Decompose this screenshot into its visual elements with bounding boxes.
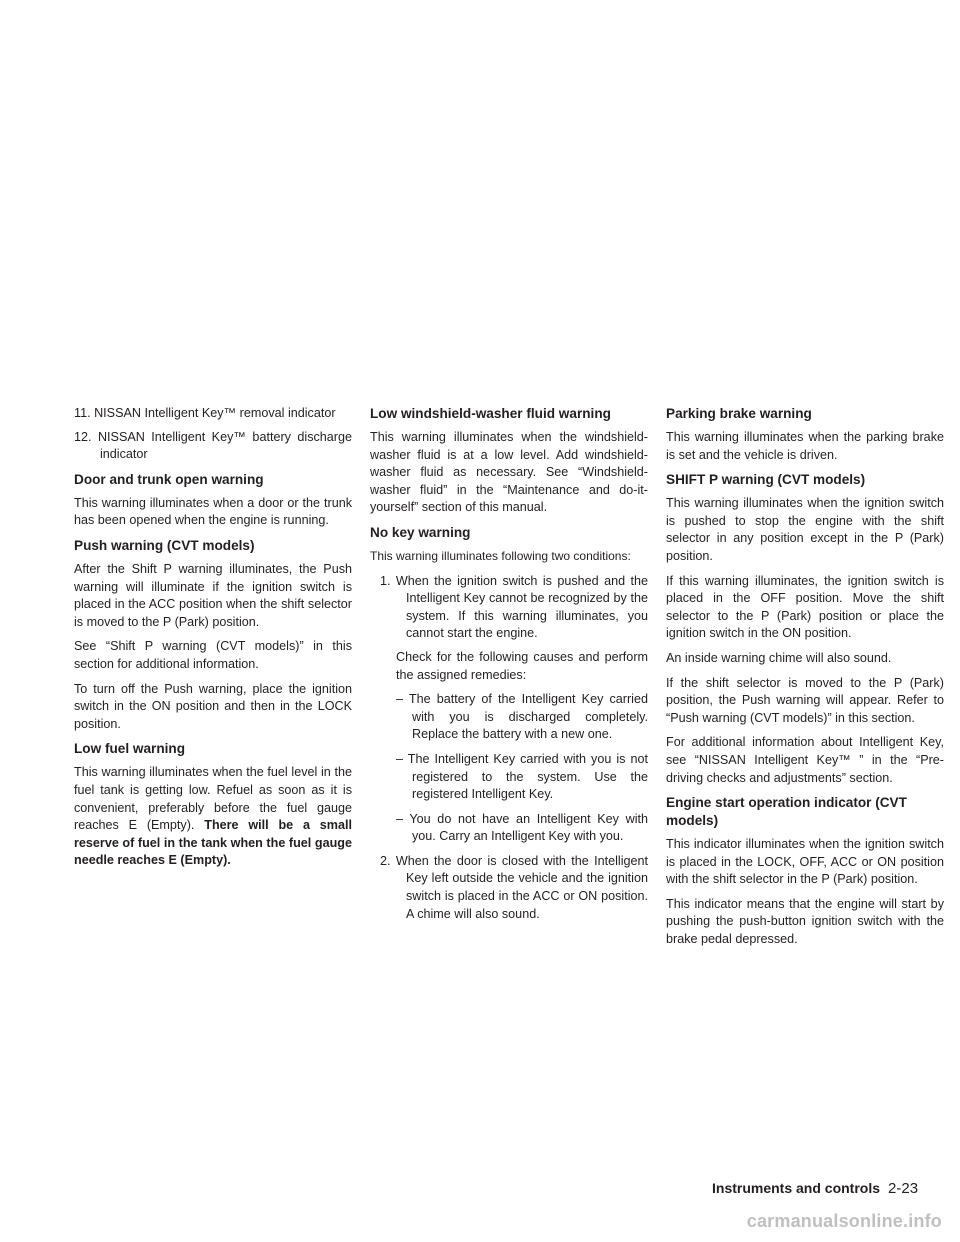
para-low-fuel — [74, 764, 352, 870]
heading-door-trunk: Door and trunk open warning — [74, 471, 264, 487]
para-washer-fluid: This warning illuminates when the windshield-washer fluid is at a low level. Add windshield-washer fluid as necessary. See “Windshield-washer fluid” in the “Maintenance and do-it-yourself” section of this manual. — [370, 430, 648, 515]
para-push-3: To turn off the Push warning, place the ignition switch in the ON position and then in the LOCK position. — [74, 681, 352, 731]
para-engine-start-1: This indicator illuminates when the ignition switch is placed in the LOCK, OFF, ACC or ON position with the shift selector in the P (Park) position. — [666, 837, 944, 887]
heading-shift-p: SHIFT P warning (CVT models) — [666, 472, 866, 488]
column-3 — [666, 405, 944, 956]
dash-item-3: – You do not have an Intelligent Key with you. Carry an Intelligent Key with you. — [396, 811, 648, 844]
column-1 — [74, 405, 352, 877]
column-2 — [370, 405, 648, 929]
list-item-12: 12. NISSAN Intelligent Key™ battery discharge indicator — [74, 429, 352, 462]
heading-low-fuel: Low fuel warning — [74, 741, 186, 757]
heading-parking-brake: Parking brake warning — [666, 406, 812, 421]
para-shift-p-5: For additional information about Intelligent Key, see “NISSAN Intelligent Key™ ” in the “Pre-driving checks and adjustments” section. — [666, 735, 944, 785]
list-item-2: 2. When the door is closed with the Intelligent Key left outside the vehicle and the ignition switch is placed in the ACC or ON position. A chime will also sound. — [380, 853, 648, 921]
heading-engine-start: Engine start operation indicator (CVT models) — [666, 795, 907, 829]
para-door-trunk: This warning illuminates when a door or the trunk has been opened when the engine is running. — [74, 495, 352, 528]
heading-washer-fluid: Low windshield-washer fluid warning — [370, 406, 611, 421]
para-shift-p-4: If the shift selector is moved to the P (Park) position, the Push warning will appear. Refer to “Push warning (CVT models)” in this section. — [666, 675, 944, 725]
para-shift-p-1: This warning illuminates when the ignition switch is pushed to stop the engine with the shift selector in any position except in the P (Park) position. — [666, 496, 944, 563]
para-low-fuel-bold: There will be a small reserve of fuel in the tank when the fuel gauge needle reaches E (Empty). — [74, 818, 353, 868]
para-engine-start-2: This indicator means that the engine will start by pushing the push-button ignition switch with the brake pedal depressed. — [666, 896, 944, 947]
dash-item-2: – The Intelligent Key carried with you is not registered to the system. Use the registered Intelligent Key. — [396, 751, 648, 802]
list-item-1: 1. When the ignition switch is pushed and the Intelligent Key cannot be recognized by the system. If this warning illuminates, you cannot start the engine. — [380, 573, 648, 641]
para-parking-brake: This warning illuminates when the parking brake is set and the vehicle is driven. — [666, 430, 944, 462]
list-item-11: 11. NISSAN Intelligent Key™ removal indicator — [74, 406, 336, 420]
para-shift-p-3: An inside warning chime will also sound. — [666, 650, 892, 665]
footer-section-title: Instruments and controls — [712, 1180, 881, 1196]
para-push-1: After the Shift P warning illuminates, the Push warning will illuminate if the ignition switch is placed in the ACC position when the shift selector is moved to the P (Park) position. — [74, 561, 352, 629]
page-footer — [712, 1180, 945, 1198]
para-low-fuel-text: This warning illuminates when the fuel level in the fuel tank is getting low. Refuel as soon as it is convenient, preferably before the fuel gauge reaches E (Empty). — [74, 765, 352, 833]
footer-page-number: 2-23 — [888, 1180, 919, 1197]
heading-no-key: No key warning — [370, 524, 471, 540]
list-item-1-check: Check for the following causes and perform the assigned remedies: — [396, 649, 648, 682]
para-push-2: See “Shift P warning (CVT models)” in this section for additional information. — [74, 639, 352, 671]
watermark: carmanualsonline.info — [746, 1211, 942, 1231]
heading-push-warning: Push warning (CVT models) — [74, 537, 255, 553]
para-no-key: This warning illuminates following two conditions: — [370, 548, 631, 563]
dash-item-1: – The battery of the Intelligent Key carried with you is discharged completely. Replace the battery with a new one. — [396, 692, 648, 742]
para-shift-p-2: If this warning illuminates, the ignition switch is placed in the OFF position. Move the shift selector to the P (Park) position or place the ignition switch in the ON position. — [666, 573, 944, 641]
